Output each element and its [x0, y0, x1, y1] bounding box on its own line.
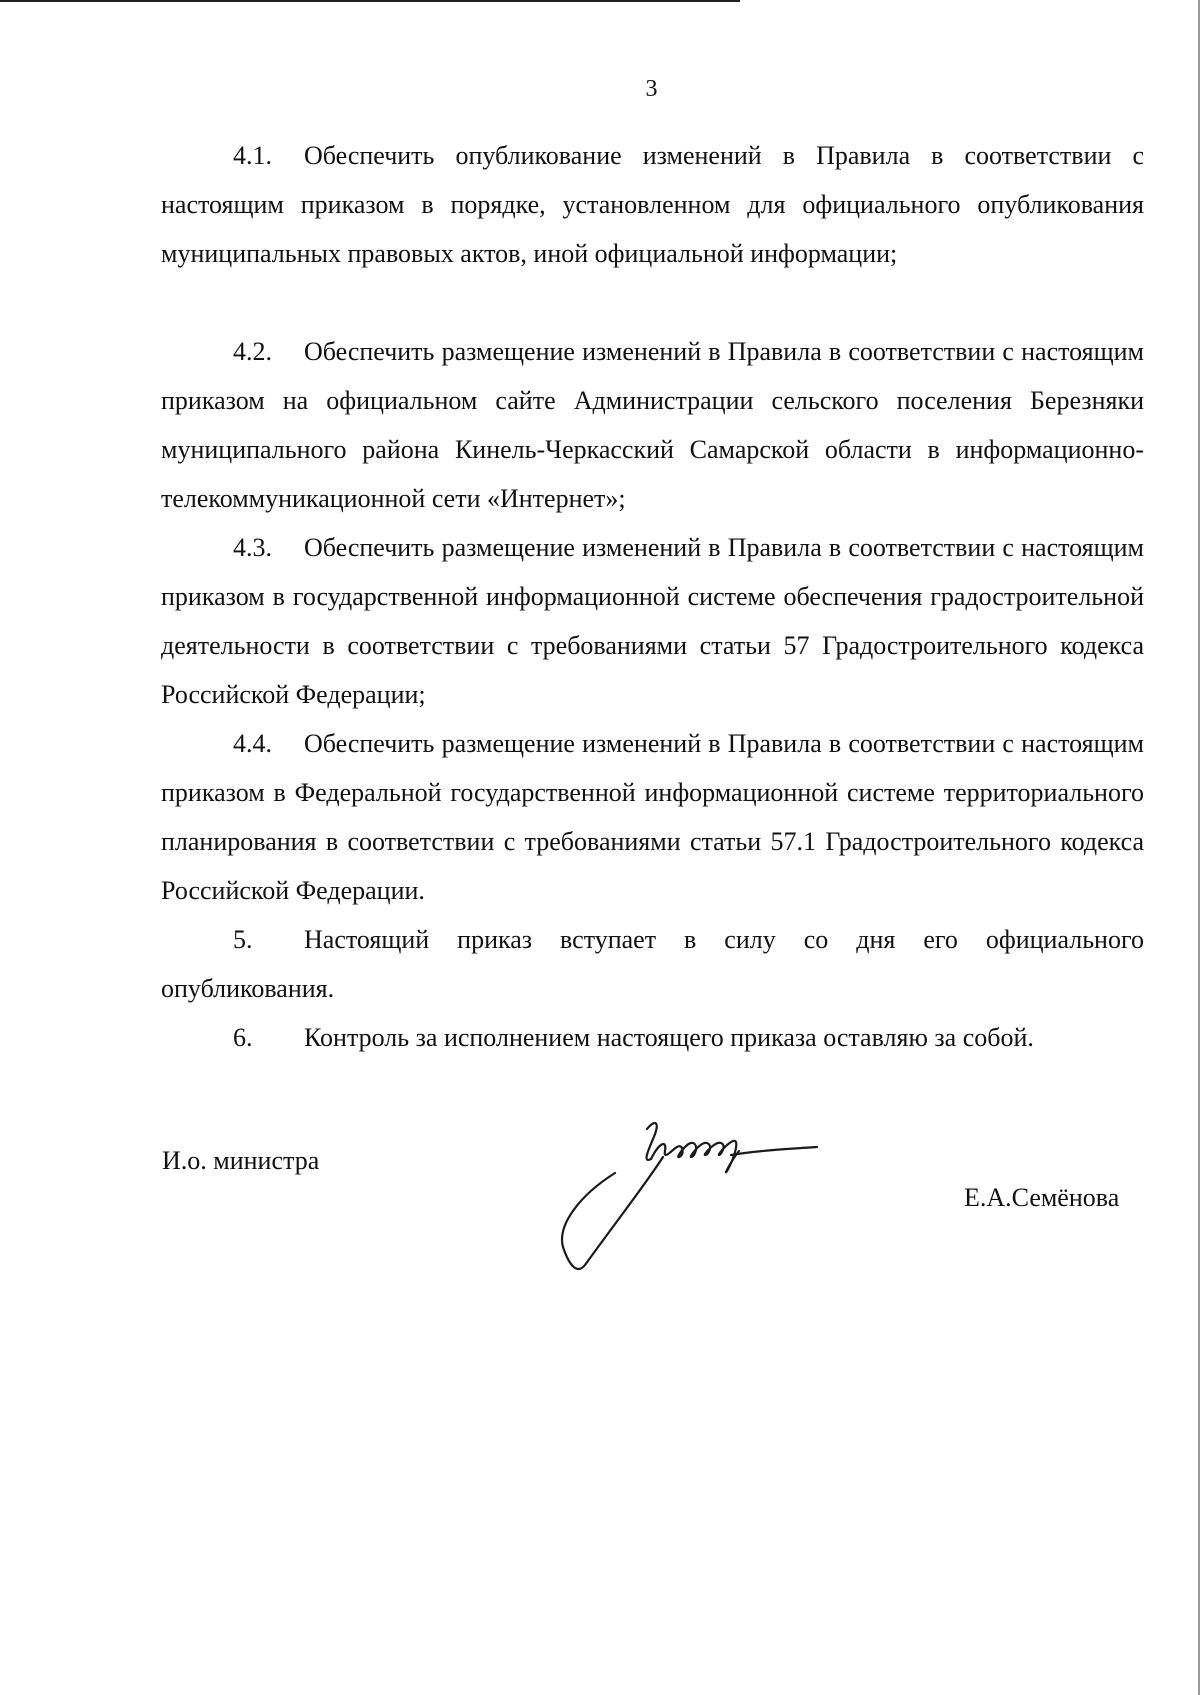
item-4-1	[161, 131, 1144, 278]
item-text: Контроль за исполнением настоящего приказа оставляю за собой.	[304, 1023, 1034, 1052]
item-number: 4.3.	[233, 533, 272, 562]
item-4-4	[161, 719, 1144, 915]
item-4-3	[161, 523, 1144, 719]
item-text: Обеспечить размещение изменений в Правила в соответствии с настоящим приказом в Федеральной государственной информационной системе территориального планирования в соответствии с требованиями статьи 57.1 Градостроительного кодекса Российской Федерации.	[161, 729, 1144, 905]
signatory-position: И.о. министра	[162, 1146, 320, 1175]
item-text: Обеспечить размещение изменений в Правила в соответствии с настоящим приказом в государственной информационной системе обеспечения градостроительной деятельности в соответствии с требованиями статьи 57 Градостроительного кодекса Российской Федерации;	[161, 533, 1144, 709]
signatory-name: Е.А.Семёнова	[964, 1183, 1120, 1212]
item-4-2	[161, 327, 1144, 523]
item-number: 5.	[233, 925, 253, 954]
item-text: Обеспечить опубликование изменений в Правила в соответствии с настоящим приказом в порядке, установленном для официального опубликования муниципальных правовых актов, иной официальной информации;	[161, 141, 1144, 268]
item-number: 4.2.	[233, 337, 272, 366]
item-text: Настоящий приказ вступает в силу со дня его официального опубликования.	[161, 925, 1144, 1003]
item-number: 6.	[233, 1023, 253, 1052]
item-number: 4.1.	[233, 141, 272, 170]
item-5	[161, 915, 1144, 1013]
item-number: 4.4.	[233, 729, 272, 758]
page-number: 3	[645, 76, 658, 102]
item-text: Обеспечить размещение изменений в Правила в соответствии с настоящим приказом на официальном сайте Администрации сельского поселения Березняки муниципального района Кинель-Черкасский Самарской области в информационно-телекоммуникационной сети «Интернет»;	[161, 337, 1144, 513]
item-6	[161, 1013, 1144, 1062]
handwritten-signature	[555, 1115, 855, 1275]
scan-edge-top	[0, 0, 740, 2]
